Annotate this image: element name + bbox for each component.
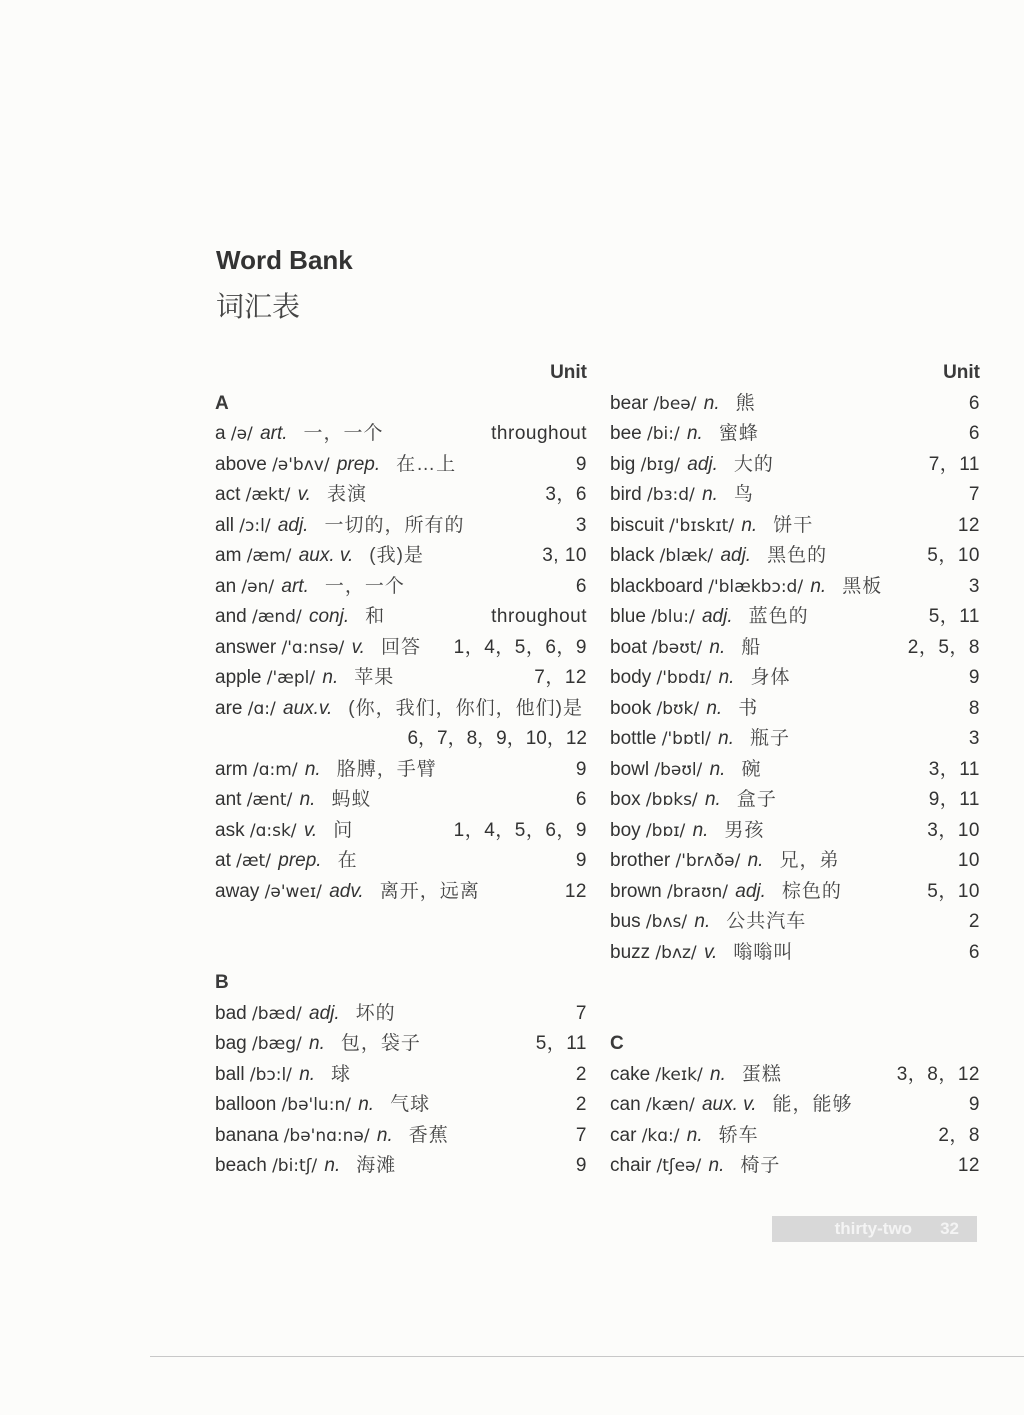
entry-word: ask bbox=[215, 819, 245, 841]
entry-phonetic: /bɒɪ/ bbox=[645, 820, 686, 841]
entry-word: arm bbox=[215, 758, 248, 780]
entry-word: blackboard bbox=[610, 575, 703, 597]
entry-phonetic: /ə/ bbox=[230, 424, 253, 444]
entry-unit: 2 bbox=[968, 911, 980, 932]
entry-part-of-speech: aux. v. bbox=[298, 545, 354, 566]
entry-phonetic: /æm/ bbox=[246, 546, 292, 566]
word-entry bbox=[610, 1090, 980, 1121]
page-subtitle: 词汇表 bbox=[216, 291, 301, 322]
entry-meaning: 公共汽车 bbox=[726, 911, 807, 932]
word-entry bbox=[610, 419, 980, 450]
entry-meaning: (我)是 bbox=[369, 545, 424, 566]
entry-phonetic: /ænd/ bbox=[251, 607, 302, 627]
word-entry bbox=[610, 541, 980, 572]
entry-word: bottle bbox=[610, 728, 657, 749]
section-gap bbox=[610, 999, 980, 1030]
entry-unit: 6 bbox=[575, 789, 587, 810]
entry-phonetic: /beə/ bbox=[653, 393, 697, 414]
entry-meaning: 坏的 bbox=[355, 1002, 396, 1024]
entry-meaning: 瓶子 bbox=[750, 728, 791, 749]
entry-word: body bbox=[610, 667, 652, 688]
entry-word: black bbox=[610, 545, 655, 566]
entry-part-of-speech: n. bbox=[702, 484, 718, 505]
entry-part-of-speech: n. bbox=[709, 758, 726, 780]
entry-unit: throughout bbox=[491, 423, 587, 444]
word-entry bbox=[215, 419, 587, 450]
word-entry bbox=[610, 694, 980, 725]
entry-phonetic: /ɑ:sk/ bbox=[249, 820, 297, 841]
word-entry bbox=[215, 541, 587, 572]
entry-phonetic: /braʊn/ bbox=[667, 881, 728, 902]
entry-word: balloon bbox=[215, 1094, 277, 1115]
entry-unit: 3，11 bbox=[928, 758, 980, 780]
entry-unit: 7，12 bbox=[534, 667, 587, 688]
entry-part-of-speech: n. bbox=[686, 1124, 703, 1146]
entry-part-of-speech: adv. bbox=[329, 880, 364, 902]
word-entry bbox=[610, 633, 980, 664]
entry-part-of-speech: adj. bbox=[309, 1002, 340, 1024]
entry-word: cake bbox=[610, 1063, 651, 1085]
entry-word: brown bbox=[610, 880, 662, 902]
entry-part-of-speech: conj. bbox=[308, 606, 350, 627]
entry-meaning: 蛋糕 bbox=[741, 1063, 782, 1085]
entry-meaning: 蓝色的 bbox=[748, 606, 809, 627]
entry-word: boy bbox=[610, 819, 641, 841]
entry-part-of-speech: n. bbox=[694, 911, 711, 932]
entry-word: biscuit bbox=[610, 514, 664, 536]
entry-part-of-speech: prep. bbox=[336, 453, 381, 475]
word-entry bbox=[215, 877, 587, 908]
entry-word: bowl bbox=[610, 758, 650, 780]
entry-phonetic: /tʃeə/ bbox=[656, 1156, 702, 1176]
entry-unit: throughout bbox=[491, 606, 587, 627]
word-entry bbox=[610, 1121, 980, 1152]
entry-word: answer bbox=[215, 636, 277, 658]
entry-part-of-speech: aux. v. bbox=[701, 1094, 757, 1115]
entry-phonetic: /æt/ bbox=[236, 851, 271, 871]
entry-meaning: 苹果 bbox=[354, 667, 395, 688]
entry-unit: 7 bbox=[575, 1002, 587, 1024]
word-entry bbox=[215, 785, 587, 816]
entry-part-of-speech: aux.v. bbox=[283, 697, 333, 719]
entry-unit: 7 bbox=[968, 484, 980, 505]
entry-unit: 9 bbox=[575, 758, 587, 780]
entry-word: book bbox=[610, 697, 652, 719]
entry-unit: 10 bbox=[957, 850, 980, 871]
word-entry bbox=[215, 816, 587, 847]
section-gap bbox=[215, 938, 587, 969]
section-letter: B bbox=[215, 972, 229, 993]
entry-part-of-speech: v. bbox=[703, 941, 718, 963]
entry-meaning: 船 bbox=[741, 636, 762, 658]
entry-unit: 5，11 bbox=[535, 1033, 587, 1054]
entry-meaning: 表演 bbox=[326, 484, 367, 505]
entry-meaning: 椅子 bbox=[740, 1155, 781, 1176]
word-column-left bbox=[215, 358, 587, 1182]
entry-unit: 5，11 bbox=[928, 606, 980, 627]
page-number: 32 bbox=[940, 1219, 959, 1238]
entry-phonetic: /'ɑ:nsə/ bbox=[281, 637, 345, 658]
entry-unit: 12 bbox=[957, 514, 980, 536]
entry-word: act bbox=[215, 484, 241, 505]
entry-part-of-speech: n. bbox=[692, 819, 709, 841]
entry-unit: 6 bbox=[575, 575, 587, 597]
entry-meaning: 盒子 bbox=[736, 789, 777, 810]
word-column-right bbox=[610, 358, 980, 1182]
entry-word: am bbox=[215, 545, 242, 566]
entry-phonetic: /kɑ:/ bbox=[641, 1125, 680, 1146]
word-entry bbox=[215, 450, 587, 481]
entry-part-of-speech: n. bbox=[708, 1155, 725, 1176]
word-entry bbox=[215, 755, 587, 786]
entry-word: all bbox=[215, 514, 235, 536]
entry-word: bird bbox=[610, 484, 642, 505]
entry-part-of-speech: n. bbox=[322, 667, 339, 688]
word-entry bbox=[215, 1151, 587, 1182]
entry-meaning: 书 bbox=[738, 697, 759, 719]
entry-unit: 3，8，12 bbox=[896, 1063, 980, 1085]
page-number-word: thirty-two bbox=[834, 1219, 913, 1238]
entry-part-of-speech: n. bbox=[810, 575, 827, 597]
entry-phonetic: /'bɒdɪ/ bbox=[656, 668, 712, 688]
entry-unit: 3 bbox=[575, 514, 587, 536]
entry-phonetic: /bəʊt/ bbox=[652, 637, 703, 658]
entry-meaning: 香蕉 bbox=[408, 1124, 449, 1146]
entry-meaning: 海滩 bbox=[356, 1155, 397, 1176]
word-entry bbox=[610, 907, 980, 938]
entry-word: are bbox=[215, 697, 243, 719]
word-entry bbox=[215, 633, 587, 664]
word-entry bbox=[610, 724, 980, 755]
word-entry bbox=[610, 877, 980, 908]
entry-part-of-speech: adj. bbox=[277, 514, 309, 536]
section-gap bbox=[610, 968, 980, 999]
entry-word: beach bbox=[215, 1155, 267, 1176]
entry-unit: 3，6 bbox=[545, 484, 587, 505]
entry-part-of-speech: art. bbox=[260, 423, 288, 444]
entry-part-of-speech: n. bbox=[706, 697, 723, 719]
entry-part-of-speech: n. bbox=[358, 1094, 375, 1115]
entry-phonetic: /kæn/ bbox=[645, 1095, 695, 1115]
section-letter: C bbox=[610, 1033, 624, 1054]
entry-word: boat bbox=[610, 636, 647, 658]
entry-phonetic: /bə'nɑ:nə/ bbox=[283, 1125, 370, 1146]
entry-part-of-speech: prep. bbox=[278, 850, 322, 871]
entry-phonetic: /ænt/ bbox=[246, 790, 293, 810]
entry-part-of-speech: n. bbox=[376, 1124, 393, 1146]
entry-unit: 1，4，5，6，9 bbox=[453, 636, 587, 658]
page-footer bbox=[772, 1216, 977, 1242]
entry-part-of-speech: n. bbox=[304, 758, 321, 780]
entry-unit: 9 bbox=[575, 1155, 587, 1176]
entry-word: box bbox=[610, 789, 641, 810]
entry-part-of-speech: n. bbox=[324, 1155, 341, 1176]
word-entry bbox=[215, 694, 587, 725]
entry-word: chair bbox=[610, 1155, 652, 1176]
entry-part-of-speech: n. bbox=[718, 728, 735, 749]
word-entry bbox=[610, 938, 980, 969]
entry-unit: 6 bbox=[968, 392, 980, 414]
entry-meaning: 嗡嗡叫 bbox=[733, 941, 794, 963]
entry-part-of-speech: n. bbox=[709, 636, 726, 658]
entry-unit: 8 bbox=[968, 697, 980, 719]
entry-phonetic: /blæk/ bbox=[659, 546, 714, 566]
entry-phonetic: /bə'lu:n/ bbox=[281, 1095, 351, 1115]
entry-unit: 2，5，8 bbox=[907, 636, 980, 658]
entry-part-of-speech: v. bbox=[303, 819, 318, 841]
entry-meaning: 黑板 bbox=[842, 575, 883, 597]
word-entry bbox=[215, 480, 587, 511]
entry-phonetic: /bʌs/ bbox=[645, 912, 688, 932]
section-letter: A bbox=[215, 392, 229, 414]
entry-phonetic: /'æpl/ bbox=[266, 668, 316, 688]
word-entry bbox=[610, 663, 980, 694]
entry-unit: 9，11 bbox=[928, 789, 980, 810]
entry-meaning: 回答 bbox=[380, 636, 421, 658]
word-entry bbox=[610, 480, 980, 511]
word-entry bbox=[215, 999, 587, 1030]
entry-unit: 2 bbox=[575, 1063, 587, 1085]
entry-unit: 9 bbox=[575, 850, 587, 871]
entry-meaning: 轿车 bbox=[718, 1124, 759, 1146]
entry-phonetic: /ɑ:/ bbox=[247, 698, 276, 719]
entry-meaning: 气球 bbox=[390, 1094, 431, 1115]
entry-unit: 9 bbox=[968, 1094, 980, 1115]
entry-unit: 5，10 bbox=[927, 880, 980, 902]
entry-word: banana bbox=[215, 1124, 279, 1146]
entry-word: bag bbox=[215, 1033, 247, 1054]
entry-phonetic: /bəʊl/ bbox=[654, 759, 703, 780]
entry-phonetic: /bɪg/ bbox=[640, 454, 680, 475]
entry-phonetic: /bæg/ bbox=[251, 1034, 302, 1054]
entry-phonetic: /bɔ:l/ bbox=[249, 1064, 292, 1085]
entry-meaning: 碗 bbox=[741, 758, 762, 780]
entry-part-of-speech: n. bbox=[741, 514, 758, 536]
entry-unit: 3，10 bbox=[927, 819, 980, 841]
entry-word: at bbox=[215, 850, 231, 871]
entry-unit: 5，10 bbox=[927, 545, 980, 566]
entry-part-of-speech: n. bbox=[704, 789, 721, 810]
entry-word: bus bbox=[610, 911, 641, 932]
word-entry bbox=[610, 816, 980, 847]
entry-part-of-speech: adj. bbox=[701, 606, 733, 627]
entry-word: bear bbox=[610, 392, 649, 414]
entry-part-of-speech: n. bbox=[309, 1033, 325, 1054]
word-entry bbox=[215, 846, 587, 877]
entry-word: bee bbox=[610, 423, 642, 444]
word-entry bbox=[215, 1060, 587, 1091]
entry-meaning: 饼干 bbox=[773, 514, 814, 536]
entry-meaning: 能，能够 bbox=[772, 1094, 853, 1115]
word-entry bbox=[610, 785, 980, 816]
entry-word: ball bbox=[215, 1063, 245, 1085]
word-entry bbox=[610, 602, 980, 633]
entry-part-of-speech: n. bbox=[299, 789, 316, 810]
entry-unit: 2，8 bbox=[938, 1124, 980, 1146]
entry-part-of-speech: n. bbox=[710, 1063, 726, 1085]
entry-phonetic: /ɔ:l/ bbox=[239, 515, 271, 536]
entry-meaning: 一，一个 bbox=[324, 575, 405, 597]
entry-phonetic: /ɑ:m/ bbox=[253, 759, 298, 780]
entry-unit: 12 bbox=[564, 880, 587, 902]
entry-unit: 3 bbox=[968, 728, 980, 749]
entry-phonetic: /ə'weɪ/ bbox=[264, 881, 322, 902]
entry-word: can bbox=[610, 1094, 641, 1115]
entry-word: apple bbox=[215, 667, 262, 688]
entry-part-of-speech: n. bbox=[686, 423, 703, 444]
page-edge-line bbox=[150, 1356, 1024, 1357]
entry-meaning: 和 bbox=[365, 606, 386, 627]
entry-word: a bbox=[215, 423, 226, 444]
entry-word: car bbox=[610, 1124, 637, 1146]
entry-phonetic: /blu:/ bbox=[651, 607, 695, 627]
entry-part-of-speech: v. bbox=[351, 636, 365, 658]
entry-meaning: (你，我们，你们，他们)是 bbox=[348, 697, 583, 719]
entry-meaning: 一切的，所有的 bbox=[324, 514, 465, 536]
entry-phonetic: /'blækbɔ:d/ bbox=[708, 576, 804, 597]
unit-header: Unit bbox=[943, 362, 980, 383]
entry-unit: 1，4，5，6，9 bbox=[453, 819, 587, 841]
entry-meaning: 胳膊，手臂 bbox=[336, 758, 437, 780]
entry-meaning: 鸟 bbox=[733, 484, 754, 505]
entry-meaning: 黑色的 bbox=[767, 545, 828, 566]
page-title: Word Bank bbox=[216, 245, 353, 275]
entry-phonetic: /'bɒtl/ bbox=[661, 729, 711, 749]
entry-meaning: 球 bbox=[331, 1063, 352, 1085]
entry-word: an bbox=[215, 575, 237, 597]
entry-phonetic: /bʊk/ bbox=[656, 698, 700, 719]
entry-word: away bbox=[215, 880, 260, 902]
word-entry bbox=[215, 511, 587, 542]
entry-part-of-speech: adj. bbox=[687, 453, 718, 475]
entry-unit: 9 bbox=[968, 667, 980, 688]
entry-phonetic: /ækt/ bbox=[245, 485, 291, 505]
entry-word: blue bbox=[610, 606, 646, 627]
entry-meaning: 在…上 bbox=[396, 453, 457, 475]
entry-word: buzz bbox=[610, 941, 651, 963]
entry-word: ant bbox=[215, 789, 242, 810]
entry-phonetic: /bʌz/ bbox=[655, 942, 697, 963]
word-entry bbox=[215, 572, 587, 603]
entry-phonetic: /bɜ:d/ bbox=[646, 485, 695, 505]
word-entry bbox=[610, 846, 980, 877]
word-entry bbox=[215, 1090, 587, 1121]
entry-part-of-speech: art. bbox=[281, 575, 309, 597]
entry-phonetic: /ə'bʌv/ bbox=[272, 454, 330, 475]
entry-meaning: 熊 bbox=[735, 392, 756, 414]
entry-meaning: 兄，弟 bbox=[779, 850, 840, 871]
entry-word: big bbox=[610, 453, 636, 475]
entry-phonetic: /bi:/ bbox=[646, 424, 680, 444]
unit-header: Unit bbox=[550, 362, 587, 383]
entry-part-of-speech: n. bbox=[703, 392, 720, 414]
entry-meaning: 蜜蜂 bbox=[718, 423, 759, 444]
entry-unit: 2 bbox=[575, 1094, 587, 1115]
entry-meaning: 问 bbox=[333, 819, 354, 841]
entry-phonetic: /bi:tʃ/ bbox=[272, 1156, 318, 1176]
entry-word: above bbox=[215, 453, 267, 475]
word-entry bbox=[610, 1060, 980, 1091]
entry-unit: 12 bbox=[957, 1155, 980, 1176]
word-entry bbox=[215, 663, 587, 694]
word-entry bbox=[215, 602, 587, 633]
word-entry bbox=[610, 1151, 980, 1182]
word-entry bbox=[610, 450, 980, 481]
entry-phonetic: /bɒks/ bbox=[645, 790, 698, 810]
unit-continuation: 6，7，8，9，10，12 bbox=[407, 728, 587, 749]
entry-part-of-speech: n. bbox=[299, 1063, 316, 1085]
entry-part-of-speech: adj. bbox=[735, 880, 766, 902]
entry-meaning: 一，一个 bbox=[303, 423, 384, 444]
entry-phonetic: /bæd/ bbox=[251, 1003, 302, 1024]
entry-word: brother bbox=[610, 850, 671, 871]
entry-meaning: 身体 bbox=[750, 667, 791, 688]
entry-part-of-speech: v. bbox=[297, 484, 311, 505]
entry-phonetic: /ən/ bbox=[241, 576, 275, 597]
word-entry bbox=[215, 1121, 587, 1152]
word-entry bbox=[610, 572, 980, 603]
entry-phonetic: /'bɪskɪt/ bbox=[669, 515, 735, 536]
entry-unit: 7，11 bbox=[928, 453, 980, 475]
entry-part-of-speech: n. bbox=[718, 667, 735, 688]
entry-word: bad bbox=[215, 1002, 247, 1024]
word-entry bbox=[610, 389, 980, 420]
entry-unit: 6 bbox=[968, 941, 980, 963]
entry-meaning: 蚂蚁 bbox=[331, 789, 372, 810]
entry-part-of-speech: n. bbox=[747, 850, 764, 871]
entry-meaning: 棕色的 bbox=[781, 880, 842, 902]
entry-unit: 3, 10 bbox=[542, 545, 587, 566]
entry-unit: 7 bbox=[575, 1124, 587, 1146]
entry-word: and bbox=[215, 606, 247, 627]
entry-meaning: 包，袋子 bbox=[340, 1033, 421, 1054]
entry-meaning: 男孩 bbox=[724, 819, 765, 841]
word-entry bbox=[610, 755, 980, 786]
entry-meaning: 离开，远离 bbox=[379, 880, 480, 902]
entry-meaning: 大的 bbox=[733, 453, 774, 475]
entry-unit: 3 bbox=[968, 575, 980, 597]
entry-part-of-speech: adj. bbox=[720, 545, 752, 566]
entry-meaning: 在 bbox=[337, 850, 358, 871]
entry-phonetic: /keɪk/ bbox=[655, 1064, 703, 1085]
word-entry bbox=[215, 1029, 587, 1060]
section-gap bbox=[215, 907, 587, 938]
word-entry bbox=[610, 511, 980, 542]
entry-unit: 6 bbox=[968, 423, 980, 444]
entry-phonetic: /'brʌðə/ bbox=[675, 851, 741, 871]
entry-unit: 9 bbox=[575, 453, 587, 475]
